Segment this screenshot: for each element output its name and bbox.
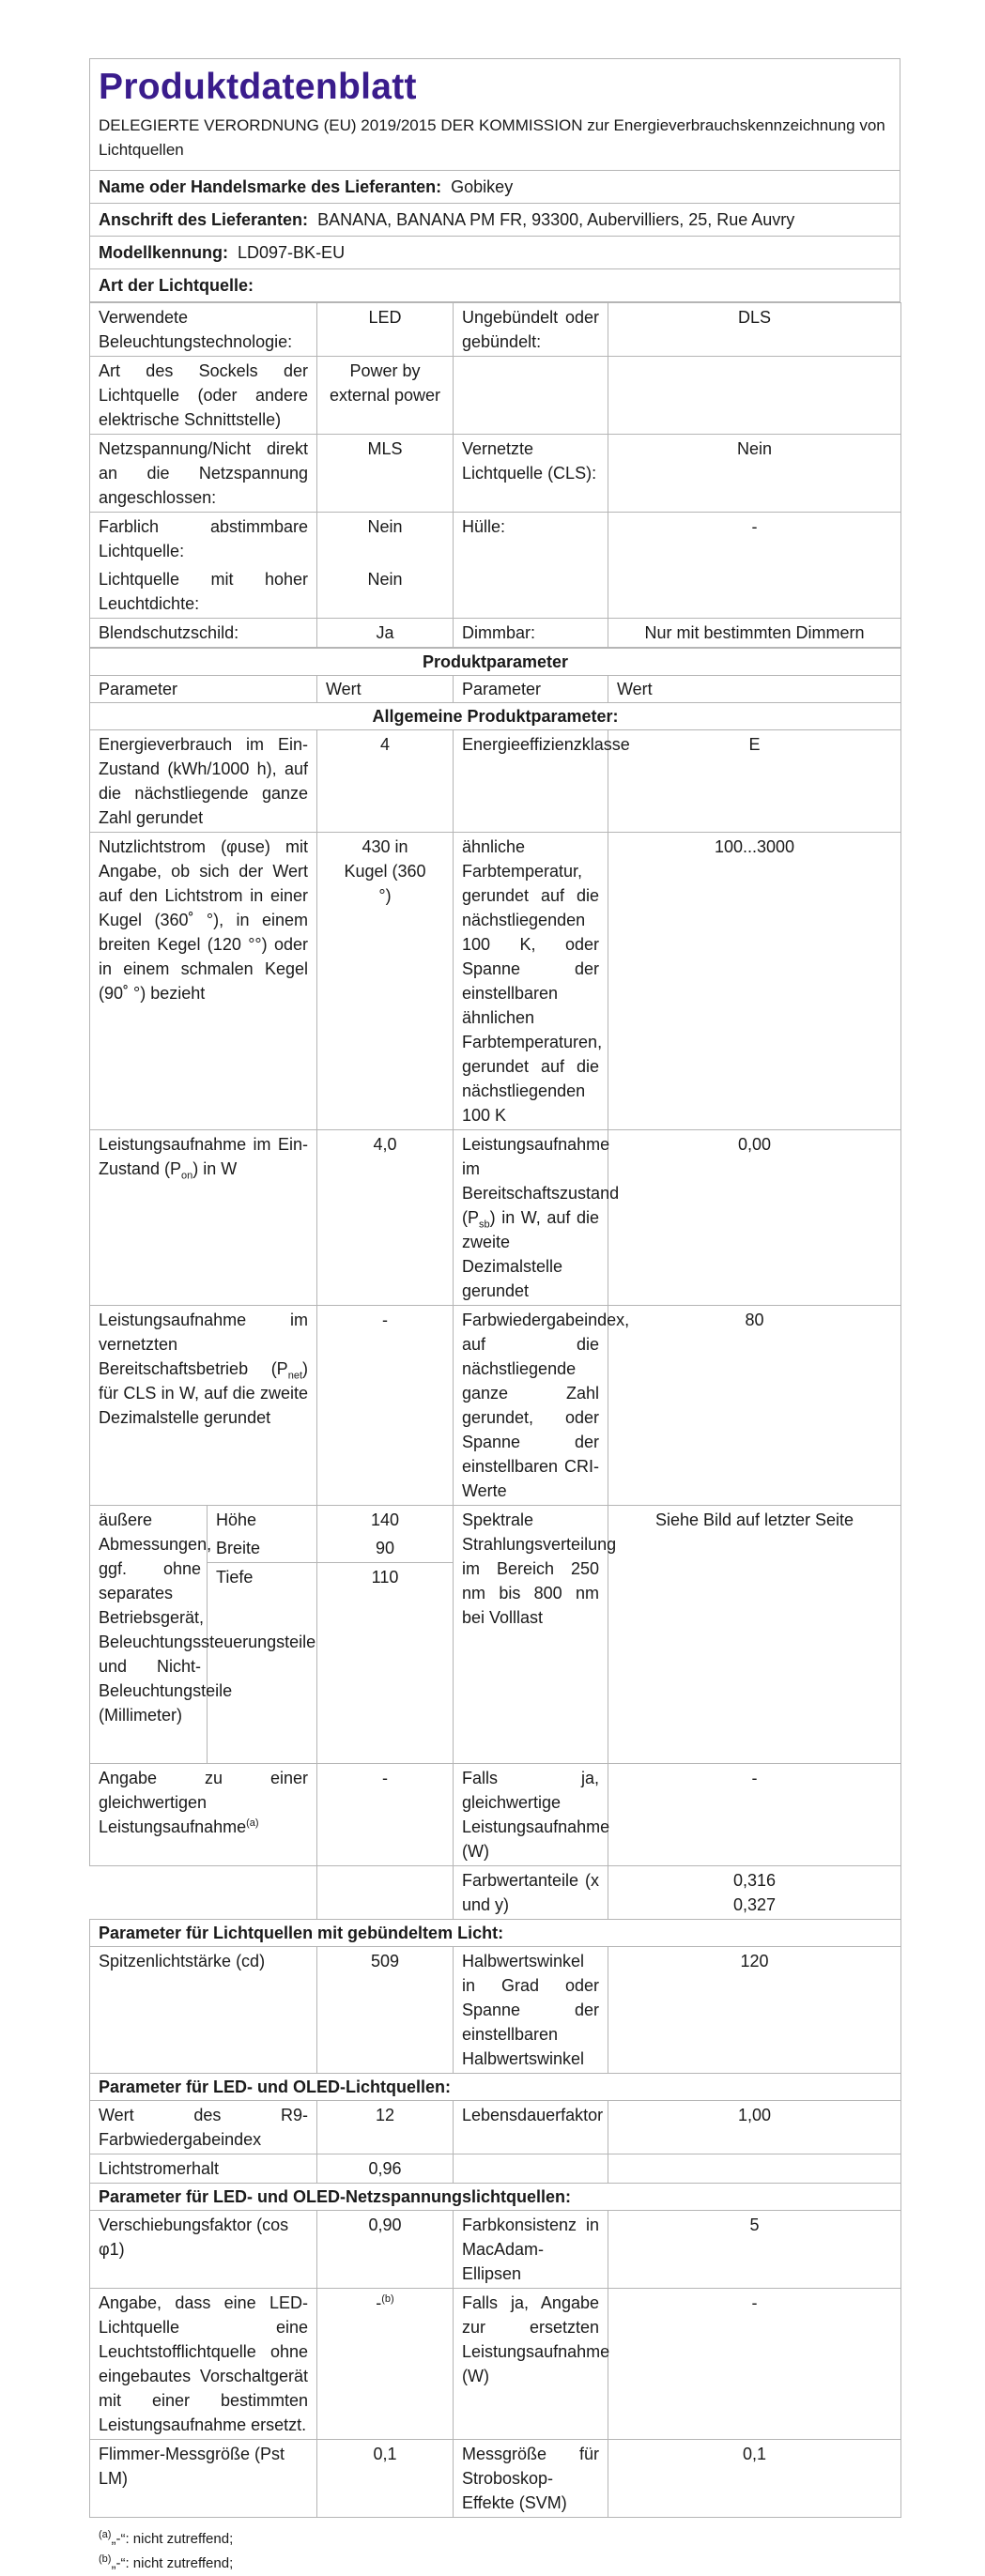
product-parameters-heading: Produktparameter: [90, 649, 901, 676]
label-beam-angle: Halbwertswinkel in Grad oder Spanne der einstellbaren Halbwertswinkel: [454, 1947, 608, 2074]
value-replaced-power: -: [608, 2289, 901, 2440]
directional-parameters-heading: Parameter für Lichtquellen mit gebündeltem Licht:: [90, 1920, 901, 1947]
value-flicker-metric: 0,1: [317, 2440, 454, 2518]
value-equivalent-power-claimed: -: [608, 1764, 901, 1866]
label-displacement-factor: Verschiebungsfaktor (cos φ1): [90, 2211, 317, 2289]
supplier-address-label: Anschrift des Lieferanten:: [99, 210, 309, 229]
label-networked-standby-power: Leistungsaufnahme im vernetzten Bereitschaftsbetrieb $(P_{net})$ für CLS in W, auf die zweite Dezimalstelle gerundet: [90, 1306, 317, 1506]
empty-cell: [317, 1866, 454, 1920]
table-row: [90, 357, 901, 435]
label-depth: Tiefe: [208, 1563, 317, 1764]
table-row: [90, 2154, 901, 2184]
value-width: 90: [317, 1534, 454, 1563]
label-mains: Netzspannung/Nicht direkt an die Netzspannung angeschlossen:: [90, 435, 317, 513]
label-flicker-metric: Flimmer-Messgröße (Pst LM): [90, 2440, 317, 2518]
label-envelope: Hülle:: [454, 513, 608, 566]
supplier-name-row: [90, 171, 900, 204]
value-colour-temperature: 100...3000: [608, 833, 901, 1130]
value-stroboscopic-metric: 0,1: [608, 2440, 901, 2518]
value-colour-consistency: 5: [608, 2211, 901, 2289]
empty-cell: [608, 2154, 901, 2184]
table-row: [90, 730, 901, 833]
label-energy-consumption: Energieverbrauch im Ein-Zustand (kWh/1000 h), auf die nächstliegende ganze Zahl gerundet: [90, 730, 317, 833]
label-high-luminance: Lichtquelle mit hoher Leuchtdichte:: [90, 565, 317, 619]
model-label: Modellkennung:: [99, 243, 228, 262]
label-tunable: Farblich abstimmbare Lichtquelle:: [90, 513, 317, 566]
value-cri: 80: [608, 1306, 901, 1506]
value-displacement-factor: 0,90: [317, 2211, 454, 2289]
value-directional: DLS: [608, 303, 901, 357]
regulation-subtitle: DELEGIERTE VERORDNUNG (EU) 2019/2015 DER KOMMISSION zur Energieverbrauchskennzeichnung von Lichtquellen: [99, 116, 885, 159]
label-lumen-maintenance: Lichtstromerhalt: [90, 2154, 317, 2184]
column-header-value: Wert: [317, 676, 454, 703]
value-survival-factor: 1,00: [608, 2101, 901, 2154]
supplier-address-row: [90, 204, 900, 237]
supplier-info-table: [89, 170, 900, 302]
value-tunable: Nein: [317, 513, 454, 566]
table-row: [90, 1947, 901, 2074]
label-spectral-distribution: Spektrale Strahlungsverteilung im Bereich 250 nm bis 800 nm bei Volllast: [454, 1506, 608, 1764]
value-beam-angle: 120: [608, 1947, 901, 2074]
light-source-table: [89, 302, 901, 648]
label-stroboscopic-metric: Messgröße für Stroboskop-Effekte (SVM): [454, 2440, 608, 2518]
value-technology: LED: [317, 303, 454, 357]
empty-cell: [608, 565, 901, 619]
empty-cell: [454, 2154, 608, 2184]
table-row: [90, 619, 901, 648]
label-cri: Farbwiedergabeindex, auf die nächstliegende ganze Zahl gerundet, oder Spanne der einstellbaren CRI-Werte: [454, 1306, 608, 1506]
light-source-section-title: Art der Lichtquelle:: [90, 269, 900, 302]
value-energy-class: E: [608, 730, 901, 833]
footnote-a: $^{(a)}$„-“: nicht zutreffend;: [99, 2529, 234, 2547]
empty-cell: [608, 357, 901, 435]
label-cap-type: Art des Sockels der Lichtquelle (oder andere elektrische Schnittstelle): [90, 357, 317, 435]
table-row: [90, 2440, 901, 2518]
value-peak-intensity: 509: [317, 1947, 454, 2074]
table-row: [90, 2289, 901, 2440]
value-spectral-distribution: Siehe Bild auf letzter Seite: [608, 1506, 901, 1764]
value-cap-type: Power by external power: [317, 357, 454, 435]
mains-parameters-heading: Parameter für LED- und OLED-Netzspannungslichtquellen:: [90, 2184, 901, 2211]
value-networked-standby-power: -: [317, 1306, 454, 1506]
label-on-mode-power: Leistungsaufnahme im Ein-Zustand $(P_{on})$ in W: [90, 1130, 317, 1306]
label-outer-dimensions: äußere Abmessungen, ggf. ohne separates Betriebsgerät, Beleuchtungssteuerungsteile und Nicht-Beleuchtungsteile (Millimeter): [90, 1506, 208, 1764]
label-width: Breite: [208, 1534, 317, 1563]
supplier-address-value: BANANA, BANANA PM FR, 93300, Aubervilliers, 25, Rue Auvry: [317, 210, 795, 229]
value-glare-shield: Ja: [317, 619, 454, 648]
table-row: [90, 2211, 901, 2289]
supplier-name-label: Name oder Handelsmarke des Lieferanten:: [99, 177, 442, 196]
product-datasheet: [89, 58, 900, 2576]
table-row: [90, 303, 901, 357]
table-row: [90, 513, 901, 566]
led-parameters-heading: Parameter für LED- und OLED-Lichtquellen:: [90, 2074, 901, 2101]
value-r9-index: 12: [317, 2101, 454, 2154]
value-equivalent-power: -: [317, 1764, 454, 1866]
label-fluorescent-replacement: Angabe, dass eine LED-Lichtquelle eine Leuchtstofflichtquelle ohne eingebautes Vorschaltgerät mit einer bestimmten Leistungsaufnahme ersetzt.: [90, 2289, 317, 2440]
table-header-row: [90, 676, 901, 703]
model-row: [90, 237, 900, 269]
table-row: [90, 1764, 901, 1866]
table-row: [90, 1130, 901, 1306]
label-colour-consistency: Farbkonsistenz in MacAdam-Ellipsen: [454, 2211, 608, 2289]
table-row: [90, 435, 901, 513]
column-header-parameter: Parameter: [454, 676, 608, 703]
empty-cell: [454, 565, 608, 619]
value-depth: 110: [317, 1563, 454, 1764]
table-row: [90, 1306, 901, 1506]
model-value: LD097-BK-EU: [238, 243, 346, 262]
empty-cell: [454, 357, 608, 435]
value-chromaticity: 0,316 0,327: [608, 1866, 901, 1920]
label-colour-temperature: ähnliche Farbtemperatur, gerundet auf die nächstliegenden 100 K, oder Spanne der einstellbaren ähnlichen Farbtemperaturen, gerundet auf die nächstliegenden 100 K: [454, 833, 608, 1130]
value-energy-consumption: 4: [317, 730, 454, 833]
page-title: Produktdatenblatt: [99, 67, 417, 107]
value-standby-power: 0,00: [608, 1130, 901, 1306]
label-height: Höhe: [208, 1506, 317, 1535]
label-standby-power: Leistungsaufnahme im Bereitschaftszustand $(P_{sb})$ in W, auf die zweite Dezimalstelle gerundet: [454, 1130, 608, 1306]
label-dimmable: Dimmbar:: [454, 619, 608, 648]
table-row: [90, 1866, 901, 1920]
table-row: [90, 565, 901, 619]
footnotes: [89, 2527, 900, 2576]
label-peak-intensity: Spitzenlichtstärke (cd): [90, 1947, 317, 2074]
column-header-parameter: Parameter: [90, 676, 317, 703]
value-high-luminance: Nein: [317, 565, 454, 619]
label-survival-factor: Lebensdauerfaktor: [454, 2101, 608, 2154]
label-technology: Verwendete Beleuchtungstechnologie:: [90, 303, 317, 357]
value-fluorescent-replacement: -$^{(b)}$: [317, 2289, 454, 2440]
value-on-mode-power: 4,0: [317, 1130, 454, 1306]
label-equivalent-power-claimed: Falls ja, gleichwertige Leistungsaufnahme (W): [454, 1764, 608, 1866]
value-useful-flux: 430 in Kugel (360 °): [317, 833, 454, 1130]
value-lumen-maintenance: 0,96: [317, 2154, 454, 2184]
product-parameters-table: [89, 648, 901, 2518]
value-height: 140: [317, 1506, 454, 1535]
empty-cell: [90, 1866, 317, 1920]
supplier-name-value: Gobikey: [451, 177, 514, 196]
value-dimmable: Nur mit bestimmten Dimmern: [608, 619, 901, 648]
label-replaced-power: Falls ja, Angabe zur ersetzten Leistungsaufnahme (W): [454, 2289, 608, 2440]
label-chromaticity: Farbwertanteile (x und y): [454, 1866, 608, 1920]
label-cls: Vernetzte Lichtquelle (CLS):: [454, 435, 608, 513]
label-directional: Ungebündelt oder gebündelt:: [454, 303, 608, 357]
label-energy-class: Energieeffizienzklasse: [454, 730, 608, 833]
title-box: [89, 58, 900, 170]
value-envelope: -: [608, 513, 901, 566]
table-row: [90, 833, 901, 1130]
value-mains: MLS: [317, 435, 454, 513]
value-cls: Nein: [608, 435, 901, 513]
label-r9-index: Wert des R9-Farbwiedergabeindex: [90, 2101, 317, 2154]
general-parameters-heading: Allgemeine Produktparameter:: [90, 703, 901, 730]
column-header-value: Wert: [608, 676, 901, 703]
footnote-b: $^{(b)}$„-“: nicht zutreffend;: [99, 2553, 234, 2571]
label-equivalent-power: Angabe zu einer gleichwertigen Leistungsaufnahme$^{(a)}$: [90, 1764, 317, 1866]
label-glare-shield: Blendschutzschild:: [90, 619, 317, 648]
table-row: [90, 2101, 901, 2154]
label-useful-flux: Nutzlichtstrom (φuse) mit Angabe, ob sich der Wert auf den Lichtstrom in einer Kugel (360˚ °), in einem breiten Kegel (120 °°) oder in einem schmalen Kegel (90˚ °) bezieht: [90, 833, 317, 1130]
table-row: [90, 1506, 901, 1535]
